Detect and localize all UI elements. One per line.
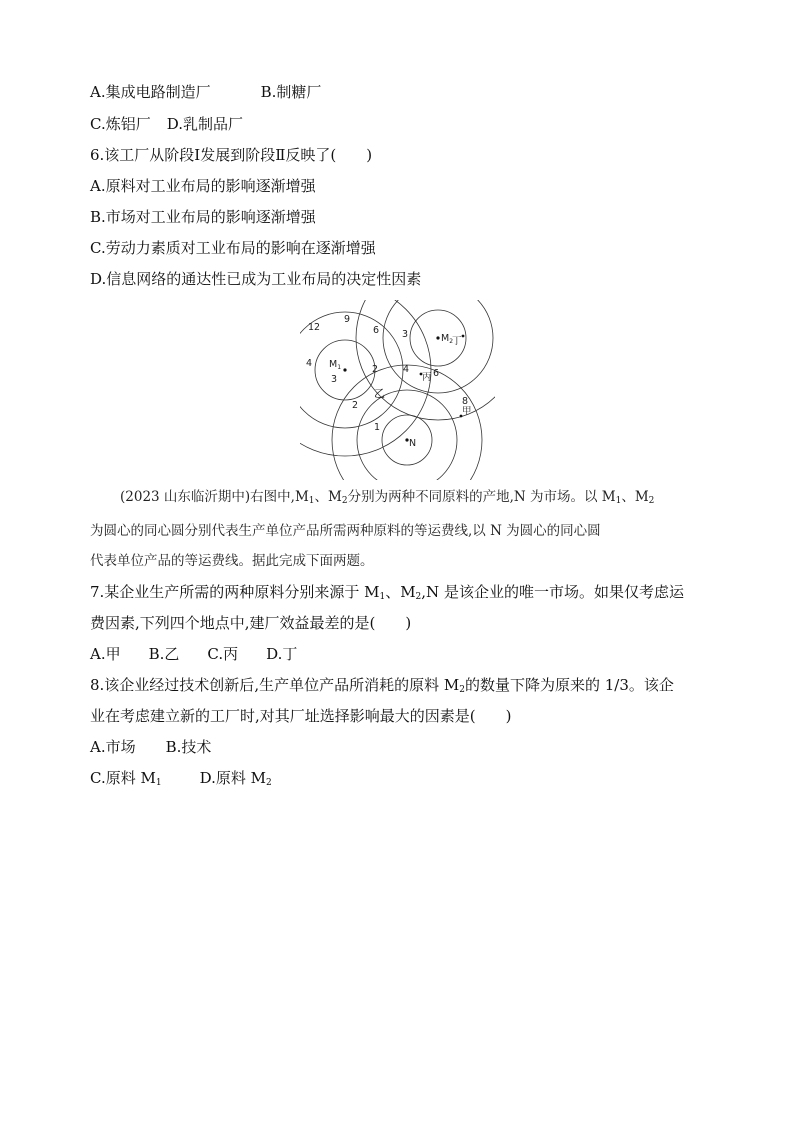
q8-options-row-2 xyxy=(90,768,272,793)
label-yi: 乙 xyxy=(374,387,385,400)
ding-point xyxy=(462,335,465,338)
label-12: 12 xyxy=(308,322,321,333)
label-6b: 6 xyxy=(433,368,440,379)
q5-option-b: B.制糖厂 xyxy=(260,83,322,101)
label-ding: 丁 xyxy=(452,336,462,347)
q7-stem-line-2: 费因素,下列四个地点中,建厂效益最差的是( ) xyxy=(90,614,412,632)
q8-option-c: C.原料 $M_1$ xyxy=(90,769,162,788)
label-2b: 2 xyxy=(352,400,359,411)
q6-option-b: B.市场对工业布局的影响逐渐增强 xyxy=(90,208,316,226)
q7-stem-line-1: 7.某企业生产所需的两种原料分别来源于 $M_1$、$M_2,N$ 是该企业的唯一市场。如果仅考虑运 xyxy=(90,583,684,602)
q7-option-a: A.甲 xyxy=(90,645,121,663)
q7-option-b: B.乙 xyxy=(148,645,180,663)
q7-option-d: D.丁 xyxy=(266,645,298,663)
label-4b: 4 xyxy=(403,364,410,375)
m2-point xyxy=(436,336,439,339)
label-m2: $M_2$ xyxy=(441,333,454,345)
q8-stem-line-1: 8.该企业经过技术创新后,生产单位产品所消耗的原料 $M_2$的数量下降为原来的 1/3。该企 xyxy=(90,676,674,695)
q7-option-c: C.丙 xyxy=(207,645,239,663)
label-3b: 3 xyxy=(331,374,338,385)
label-2a: 2 xyxy=(372,364,379,375)
m1-point xyxy=(343,368,346,371)
label-m1: $M_1$ xyxy=(329,359,342,371)
isocost-circles-figure xyxy=(300,300,495,480)
q5-option-c: C.炼铝厂 xyxy=(90,115,151,133)
label-1: 1 xyxy=(374,422,381,433)
label-bing: 丙 xyxy=(422,372,432,383)
label-6a: 6 xyxy=(373,325,380,336)
q5-options-row-2 xyxy=(90,114,243,134)
q6-option-c: C.劳动力素质对工业布局的影响在逐渐增强 xyxy=(90,239,376,257)
n-circle-outer xyxy=(332,365,482,480)
n-circle-mid xyxy=(357,390,457,480)
passage-line-3: 代表单位产品的等运费线。据此完成下面两题。 xyxy=(90,553,374,569)
passage-line-2: 为圆心的同心圆分别代表生产单位产品所需两种原料的等运费线,以 N 为圆心的同心圆 xyxy=(90,523,601,539)
q8-option-a: A.市场 xyxy=(90,738,136,756)
q5-options-row-1 xyxy=(90,82,321,102)
q8-options-row-1 xyxy=(90,737,211,757)
passage-line-1: (2023 山东临沂期中)右图中$,M_1$、$M_2$分别为两种不同原料的产地,N 为市场。以 $M_1$、$M_2$ xyxy=(120,489,655,506)
label-8: 8 xyxy=(462,396,469,407)
label-jia: 甲 xyxy=(462,406,472,417)
passage xyxy=(90,482,710,576)
q6-option-a: A.原料对工业布局的影响逐渐增强 xyxy=(90,177,316,195)
q8-stem-line-2: 业在考虑建立新的工厂时,对其厂址选择影响最大的因素是( ) xyxy=(90,707,512,725)
q5-option-d: D.乳制品厂 xyxy=(166,115,243,133)
q8-option-d: D.原料 $M_2$ xyxy=(199,769,272,788)
q6-option-d: D.信息网络的通达性已成为工业布局的决定性因素 xyxy=(90,270,422,288)
label-3a: 3 xyxy=(402,329,409,340)
q5-option-a: A.集成电路制造厂 xyxy=(90,83,211,101)
label-4a: 4 xyxy=(306,358,313,369)
q7-options xyxy=(90,644,297,664)
q8-option-b: B.技术 xyxy=(165,738,212,756)
q6-stem: 6.该工厂从阶段Ⅰ发展到阶段Ⅱ反映了( ) xyxy=(90,146,373,164)
label-9: 9 xyxy=(344,314,351,325)
m2-circle-outer xyxy=(356,300,495,420)
label-n: N xyxy=(409,438,417,449)
m2-circle-mid xyxy=(383,300,493,393)
